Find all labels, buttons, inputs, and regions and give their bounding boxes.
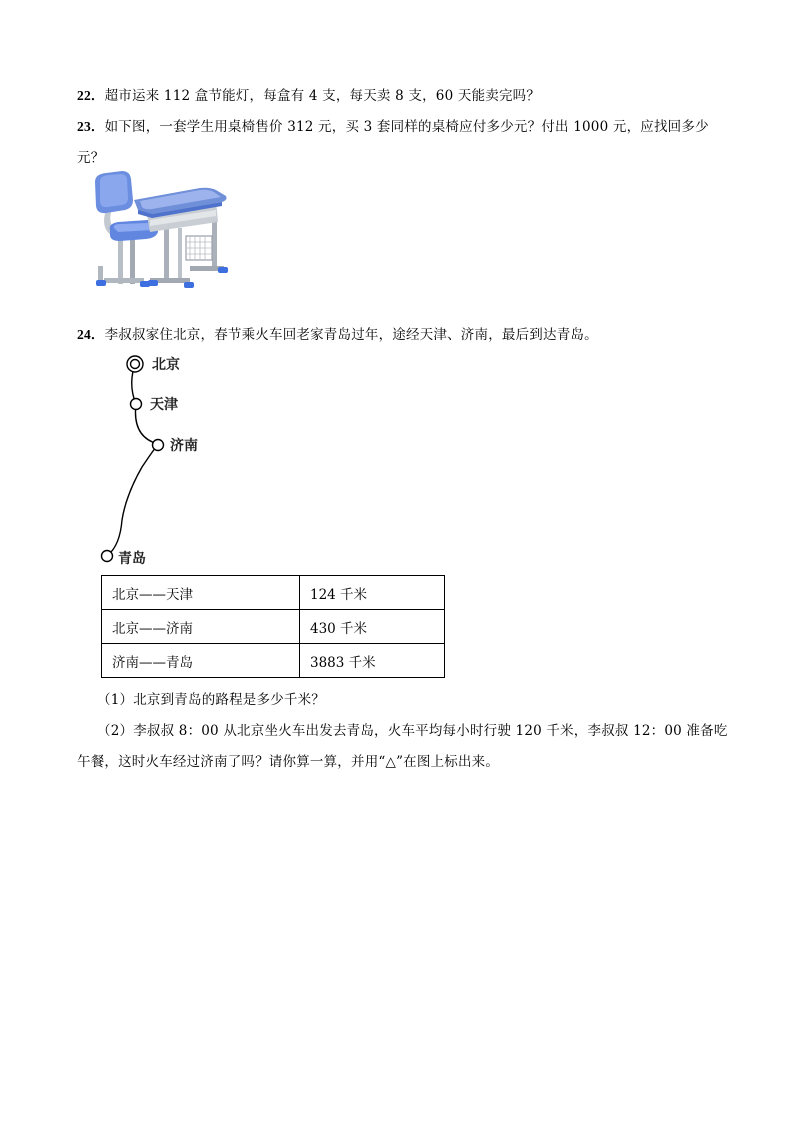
tianjin-label: 天津: [150, 397, 178, 413]
distance-cell: 430 千米: [300, 610, 445, 644]
question-24: [77, 323, 598, 343]
jinan-station-marker: [153, 440, 164, 451]
question-text: 如下图，一套学生用桌椅售价 312 元，买 3 套同样的桌椅应付多少元？付出 1000 元，应找回多少: [104, 119, 709, 135]
table-row: [102, 610, 445, 644]
question-23-continued: [77, 146, 104, 166]
question-text: 李叔叔家住北京，春节乘火车回老家青岛过年，途经天津、济南，最后到达青岛。: [104, 327, 598, 343]
route-cell: 北京——济南: [102, 610, 300, 644]
tianjin-station-marker: [131, 399, 142, 410]
table-row: [102, 576, 445, 610]
distance-cell: 3883 千米: [300, 644, 445, 678]
sub-question-text: （2）李叔叔 8：00 从北京坐火车出发去青岛，火车平均每小时行驶 120 千米，李叔叔 12：00 准备吃: [97, 723, 728, 739]
beijing-label: 北京: [152, 357, 180, 373]
question-number: 23．: [77, 119, 105, 134]
question-text: 元？: [77, 150, 105, 166]
question-23: [77, 115, 709, 135]
sub-question-1: [97, 688, 325, 708]
sub-question-text: 午餐，这时火车经过济南了吗？请你算一算，并用“△”在图上标出来。: [77, 754, 500, 770]
question-22: [77, 84, 540, 104]
jinan-label: 济南: [170, 438, 198, 454]
railway-route-map: [90, 345, 230, 577]
qingdao-label: 青岛: [118, 551, 146, 567]
route-cell: 济南——青岛: [102, 644, 300, 678]
desk-chair-image: [90, 170, 232, 298]
question-text: 超市运来 112 盒节能灯，每盒有 4 支，每天卖 8 支，60 天能卖完吗？: [104, 88, 541, 104]
distance-table: [101, 575, 445, 678]
table-row: [102, 644, 445, 678]
route-cell: 北京——天津: [102, 576, 300, 610]
distance-cell: 124 千米: [300, 576, 445, 610]
railway-line: [108, 364, 158, 555]
sub-question-2-continued: [77, 750, 499, 770]
question-number: 22．: [77, 88, 105, 103]
qingdao-station-marker: [102, 551, 113, 562]
sub-question-2: [97, 719, 728, 739]
sub-question-text: （1）北京到青岛的路程是多少千米？: [97, 692, 325, 708]
question-number: 24．: [77, 327, 105, 342]
